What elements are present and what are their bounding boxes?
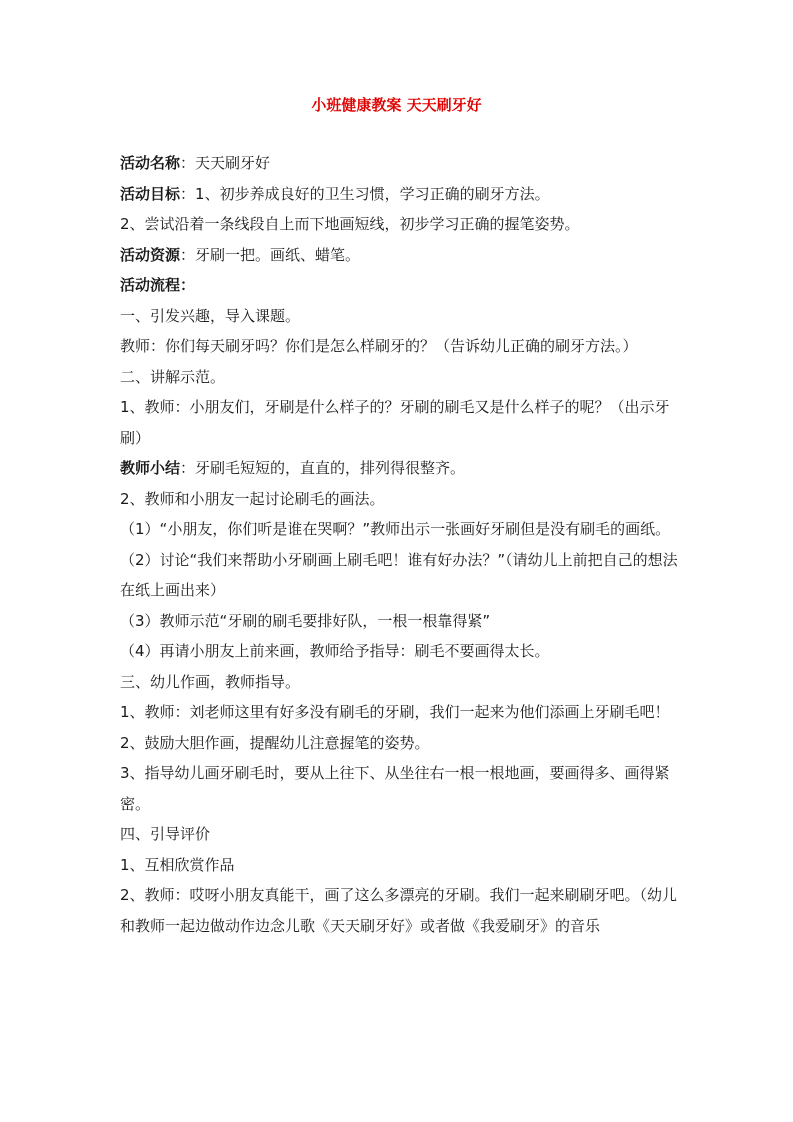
activity-goal-sep: ： <box>180 184 196 203</box>
activity-resources-line <box>120 240 680 271</box>
paragraph: 二、讲解示范。 <box>120 367 226 386</box>
paragraph: 2、教师和小朋友一起讨论刷毛的画法。 <box>120 489 385 508</box>
teacher-summary-line <box>120 453 680 484</box>
paragraph: 1、教师：刘老师这里有好多没有刷毛的牙刷，我们一起来为他们添画上牙刷毛吧！ <box>120 703 670 721</box>
teacher-summary-label: 教师小结 <box>120 459 181 477</box>
paragraph: 1、教师：小朋友们，牙刷是什么样子的？牙刷的刷毛又是什么样子的呢？（出示牙刷） <box>120 398 670 447</box>
paragraph: （2）讨论“我们来帮助小牙刷画上刷毛吧！谁有好办法？”（请幼儿上前把自己的想法在纸上画出来） <box>120 550 678 599</box>
paragraph: 2、教师：哎呀小朋友真能干，画了这么多漂亮的牙刷。我们一起来刷刷牙吧。（幼儿和教师一起边做动作边念儿歌《天天刷牙好》或者做《我爱刷牙》的音乐 <box>120 886 678 935</box>
paragraph: 四、引导评价 <box>120 825 211 843</box>
goal-2-line: 2、尝试沿着一条线段自上而下地画短线，初步学习正确的握笔姿势。 <box>120 215 580 233</box>
activity-process-heading: 活动流程： <box>120 276 196 294</box>
paragraph: （3）教师示范“牙刷的刷毛要排好队，一根一根靠得紧” <box>120 611 491 630</box>
paragraph: （4）再请小朋友上前来画，教师给予指导：刷毛不要画得太长。 <box>120 642 550 660</box>
teacher-summary-value: 牙刷毛短短的，直直的，排列得很整齐。 <box>195 459 466 477</box>
activity-name-value: 天天刷牙好 <box>195 154 271 172</box>
paragraph: （1）“小朋友，你们听是谁在哭啊？”教师出示一张画好牙刷但是没有刷毛的画纸。 <box>120 520 671 538</box>
document-body <box>120 148 680 941</box>
paragraph: 2、鼓励大胆作画，提醒幼儿注意握笔的姿势。 <box>120 733 430 752</box>
teacher-summary-sep: ： <box>180 459 196 477</box>
activity-resources-label: 活动资源 <box>120 245 181 264</box>
paragraph: 3、指导幼儿画牙刷毛时，要从上往下、从坐往右一根一根地画，要画得多、画得紧密。 <box>120 764 670 813</box>
activity-resources-value: 牙刷一把。画纸、蜡笔。 <box>195 245 361 264</box>
document-title: 小班健康教案 天天刷牙好 <box>311 96 482 114</box>
activity-resources-sep: ： <box>180 245 196 264</box>
activity-goal-label: 活动目标 <box>120 184 181 203</box>
activity-goal-value: 1、初步养成良好的卫生习惯，学习正确的刷牙方法。 <box>195 184 550 203</box>
activity-name-sep: ： <box>180 154 196 172</box>
paragraph: 三、幼儿作画，教师指导。 <box>120 672 301 691</box>
paragraph: 一、引发兴趣，导入课题。 <box>120 306 301 325</box>
activity-goal-line <box>120 179 680 210</box>
activity-name-line <box>120 148 680 179</box>
paragraph: 1、互相欣赏作品 <box>120 855 235 874</box>
paragraph: 教师：你们每天刷牙吗？你们是怎么样刷牙的？（告诉幼儿正确的刷牙方法。） <box>120 337 638 355</box>
activity-name-label: 活动名称 <box>120 154 181 172</box>
